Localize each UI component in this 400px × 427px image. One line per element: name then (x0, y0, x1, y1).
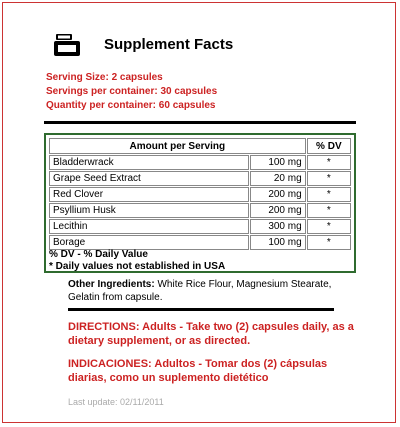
last-update: Last update: 02/11/2011 (68, 397, 164, 407)
divider-bottom (68, 308, 334, 311)
serving-info (46, 71, 217, 113)
header-dv: % DV (307, 138, 351, 154)
table-row (49, 171, 351, 186)
ingredient-dv: * (307, 203, 351, 218)
table-legend (49, 249, 225, 273)
directions-text: DIRECTIONS: Adults - Take two (2) capsules daily, as a dietary supplement, or as directed. (68, 321, 354, 347)
ingredient-amount: 100 mg (250, 235, 306, 250)
facts-table (48, 137, 352, 251)
table-row (49, 187, 351, 202)
serving-size: Serving Size: 2 capsules (46, 72, 163, 83)
legend-dv: % DV - % Daily Value (49, 249, 148, 260)
other-ingredients (68, 278, 358, 304)
table-header-row (49, 138, 351, 154)
ingredient-amount: 100 mg (250, 155, 306, 170)
ingredient-amount: 20 mg (250, 171, 306, 186)
legend-star: * Daily values not established in USA (49, 261, 226, 272)
header-amount: Amount per Serving (49, 138, 306, 154)
ingredient-dv: * (307, 155, 351, 170)
ingredient-amount: 200 mg (250, 187, 306, 202)
quantity-per-container: Quantity per container: 60 capsules (46, 100, 216, 111)
table-row (49, 155, 351, 170)
other-ingredients-label: Other Ingredients: (68, 279, 155, 290)
supplement-facts-table (44, 133, 356, 273)
supplement-bottle-icon (54, 34, 80, 56)
ingredient-name: Bladderwrack (49, 155, 249, 170)
indicaciones-text: INDICACIONES: Adultos - Tomar dos (2) cápsulas diarias, como un suplemento dietético (68, 358, 328, 384)
ingredient-dv: * (307, 171, 351, 186)
page-title: Supplement Facts (104, 36, 234, 53)
ingredient-name: Grape Seed Extract (49, 171, 249, 186)
ingredient-amount: 200 mg (250, 203, 306, 218)
ingredient-name: Psyllium Husk (49, 203, 249, 218)
table-row (49, 219, 351, 234)
ingredient-name: Red Clover (49, 187, 249, 202)
table-row (49, 235, 351, 250)
servings-per-container: Servings per container: 30 capsules (46, 86, 218, 97)
ingredient-name: Borage (49, 235, 249, 250)
ingredient-dv: * (307, 187, 351, 202)
table-row (49, 203, 351, 218)
ingredient-amount: 300 mg (250, 219, 306, 234)
ingredient-dv: * (307, 235, 351, 250)
ingredient-dv: * (307, 219, 351, 234)
divider-top (44, 121, 356, 124)
other-ingredients-text: White Rice Flour, Magnesium Stearate, Gelatin from capsule. (68, 279, 332, 303)
ingredient-name: Lecithin (49, 219, 249, 234)
